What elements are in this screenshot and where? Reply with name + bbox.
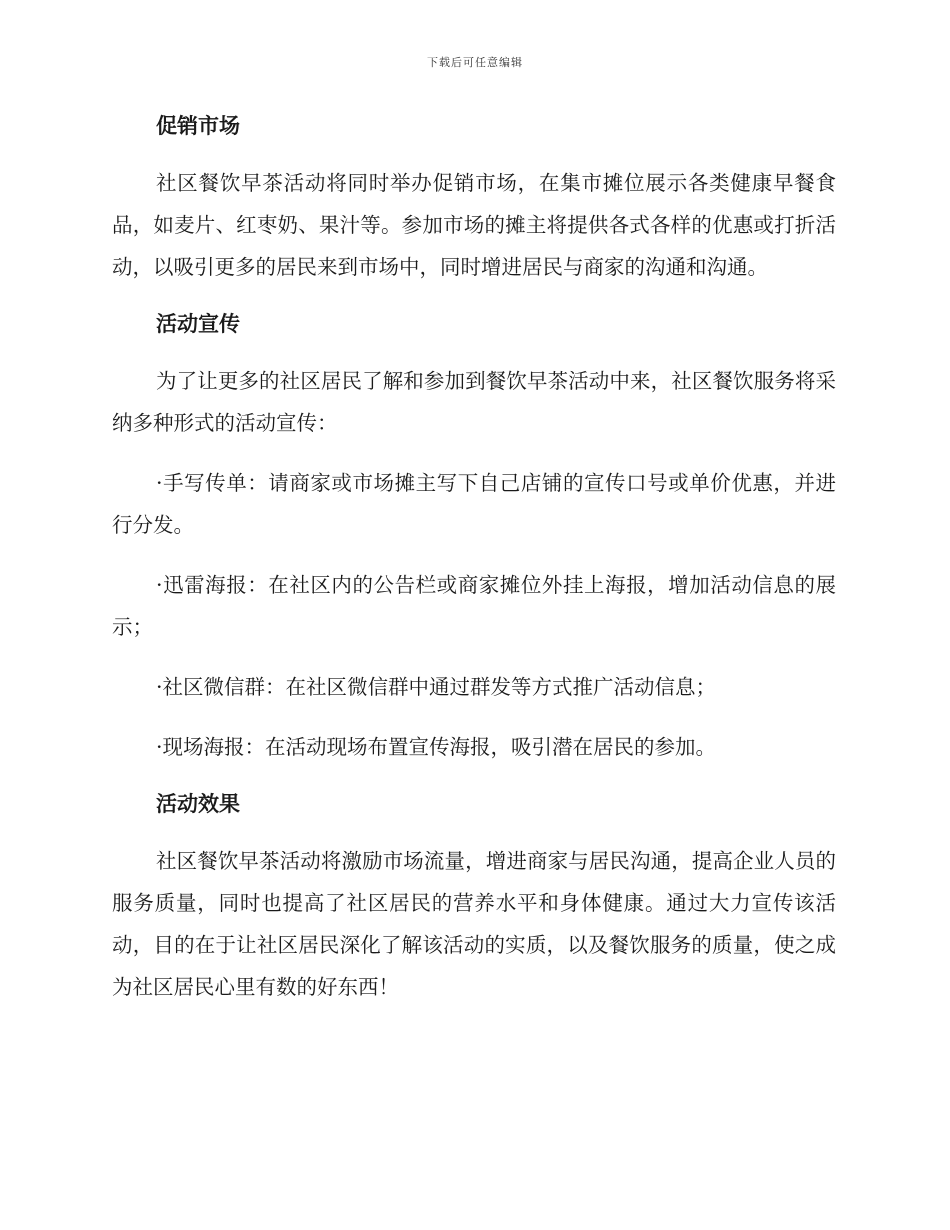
section-heading: 促销市场 (156, 114, 240, 138)
paragraph: 为了让更多的社区居民了解和参加到餐饮早茶活动中来，社区餐饮服务将采纳多种形式的活动宣传： (112, 369, 836, 435)
section-event-publicity (112, 306, 836, 768)
paragraph: 社区餐饮早茶活动将激励市场流量，增进商家与居民沟通，提高企业人员的服务质量，同时也提高了社区居民的营养水平和身体健康。通过大力宣传该活动，目的在于让社区居民深化了解该活动的实质，以及餐饮服务的质量，使之成为社区居民心里有数的好东西！ (112, 849, 836, 999)
document-body (112, 108, 836, 1026)
bullet-item-onsite-posters: ·现场海报：在活动现场布置宣传海报，吸引潜在居民的参加。 (156, 735, 717, 759)
section-event-effect (112, 786, 836, 1008)
bullet-item-posters: ·迅雷海报：在社区内的公告栏或商家摊位外挂上海报，增加活动信息的展示； (112, 573, 836, 639)
bullet-item-handwritten-flyers: ·手写传单：请商家或市场摊主写下自己店铺的宣传口号或单价优惠，并进行分发。 (112, 471, 836, 537)
paragraph: 社区餐饮早茶活动将同时举办促销市场，在集市摊位展示各类健康早餐食品，如麦片、红枣奶、果汁等。参加市场的摊主将提供各式各样的优惠或打折活动，以吸引更多的居民来到市场中，同时增进居民与商家的沟通和沟通。 (112, 171, 836, 279)
bullet-item-wechat-group: ·社区微信群：在社区微信群中通过群发等方式推广活动信息； (156, 675, 717, 699)
section-promotion-market (112, 108, 836, 288)
section-heading: 活动效果 (156, 792, 240, 816)
page-header: 下载后可任意编辑 (427, 56, 523, 69)
section-heading: 活动宣传 (156, 312, 240, 336)
